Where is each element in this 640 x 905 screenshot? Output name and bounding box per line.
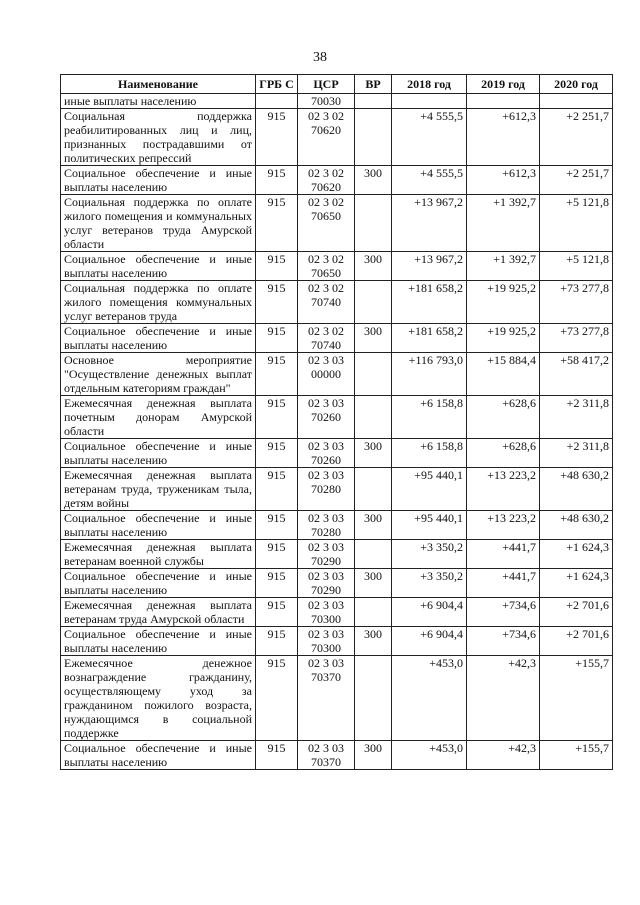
cell-name: Ежемесячное денежное вознаграждение гражданину, осуществляющему уход за гражданином пожилого возраста, нуждающимся в социальной поддержке xyxy=(61,656,256,741)
cell-y2020: +5 121,8 xyxy=(540,252,613,281)
cell-name: Социальное обеспечение и иные выплаты населению xyxy=(61,569,256,598)
cell-vr: 300 xyxy=(355,324,392,353)
cell-y2019: +19 925,2 xyxy=(467,324,540,353)
cell-vr xyxy=(355,353,392,396)
cell-name: Ежемесячная денежная выплата ветеранам труда, труженикам тыла, детям войны xyxy=(61,468,256,511)
cell-csr: 02 3 02 70650 xyxy=(298,195,355,252)
cell-name: Ежемесячная денежная выплата ветеранам труда Амурской области xyxy=(61,598,256,627)
cell-y2018: +13 967,2 xyxy=(392,252,467,281)
cell-y2019: +1 392,7 xyxy=(467,252,540,281)
cell-grbs: 915 xyxy=(256,109,298,166)
cell-vr: 300 xyxy=(355,741,392,770)
table-row xyxy=(61,94,613,109)
cell-name: Социальное обеспечение и иные выплаты населению xyxy=(61,252,256,281)
cell-grbs: 915 xyxy=(256,439,298,468)
cell-csr: 70030 xyxy=(298,94,355,109)
header-vr: ВР xyxy=(355,75,392,94)
cell-grbs: 915 xyxy=(256,324,298,353)
cell-name: Социальная поддержка реабилитированных лиц и лиц, признанных пострадавшими от политических репрессий xyxy=(61,109,256,166)
cell-y2019: +42,3 xyxy=(467,656,540,741)
table-row xyxy=(61,569,613,598)
cell-y2020: +2 251,7 xyxy=(540,109,613,166)
cell-y2019 xyxy=(467,94,540,109)
cell-y2020: +155,7 xyxy=(540,741,613,770)
cell-csr: 02 3 03 70280 xyxy=(298,468,355,511)
cell-vr: 300 xyxy=(355,166,392,195)
cell-y2018: +6 904,4 xyxy=(392,627,467,656)
cell-y2018: +3 350,2 xyxy=(392,540,467,569)
header-2019: 2019 год xyxy=(467,75,540,94)
cell-grbs: 915 xyxy=(256,741,298,770)
cell-y2019: +612,3 xyxy=(467,166,540,195)
cell-y2020: +58 417,2 xyxy=(540,353,613,396)
cell-name: Социальное обеспечение и иные выплаты населению xyxy=(61,324,256,353)
cell-name: Социальное обеспечение и иные выплаты населению xyxy=(61,439,256,468)
cell-y2019: +441,7 xyxy=(467,540,540,569)
cell-grbs: 915 xyxy=(256,252,298,281)
cell-y2018: +95 440,1 xyxy=(392,511,467,540)
cell-name: Основное мероприятие "Осуществление денежных выплат отдельным категориям граждан" xyxy=(61,353,256,396)
cell-vr xyxy=(355,468,392,511)
cell-y2018: +116 793,0 xyxy=(392,353,467,396)
cell-y2019: +19 925,2 xyxy=(467,281,540,324)
cell-grbs: 915 xyxy=(256,281,298,324)
cell-y2018 xyxy=(392,94,467,109)
table-row xyxy=(61,324,613,353)
cell-y2019: +441,7 xyxy=(467,569,540,598)
header-2020: 2020 год xyxy=(540,75,613,94)
cell-csr: 02 3 03 70260 xyxy=(298,439,355,468)
cell-y2019: +628,6 xyxy=(467,439,540,468)
cell-y2019: +13 223,2 xyxy=(467,468,540,511)
table-row xyxy=(61,741,613,770)
budget-table xyxy=(60,74,613,770)
table-row xyxy=(61,109,613,166)
cell-y2020: +48 630,2 xyxy=(540,468,613,511)
cell-grbs: 915 xyxy=(256,353,298,396)
cell-y2020: +2 701,6 xyxy=(540,627,613,656)
cell-vr xyxy=(355,396,392,439)
cell-y2018: +181 658,2 xyxy=(392,324,467,353)
cell-name: Социальная поддержка по оплате жилого помещения и коммунальных услуг ветеранов труда Амурской области xyxy=(61,195,256,252)
cell-grbs: 915 xyxy=(256,195,298,252)
cell-csr: 02 3 03 70370 xyxy=(298,656,355,741)
cell-csr: 02 3 03 70280 xyxy=(298,511,355,540)
table-row xyxy=(61,540,613,569)
cell-y2018: +4 555,5 xyxy=(392,109,467,166)
table-row xyxy=(61,396,613,439)
cell-y2020: +5 121,8 xyxy=(540,195,613,252)
cell-y2020 xyxy=(540,94,613,109)
cell-y2018: +6 904,4 xyxy=(392,598,467,627)
cell-grbs: 915 xyxy=(256,627,298,656)
cell-y2018: +13 967,2 xyxy=(392,195,467,252)
cell-y2020: +2 701,6 xyxy=(540,598,613,627)
cell-csr: 02 3 02 70740 xyxy=(298,324,355,353)
cell-y2020: +155,7 xyxy=(540,656,613,741)
cell-y2018: +3 350,2 xyxy=(392,569,467,598)
cell-vr: 300 xyxy=(355,569,392,598)
header-2018: 2018 год xyxy=(392,75,467,94)
cell-grbs: 915 xyxy=(256,396,298,439)
page-number: 38 xyxy=(313,50,327,65)
table-row xyxy=(61,252,613,281)
table-row xyxy=(61,468,613,511)
cell-vr: 300 xyxy=(355,439,392,468)
cell-csr: 02 3 02 70650 xyxy=(298,252,355,281)
table-row xyxy=(61,281,613,324)
cell-csr: 02 3 03 70290 xyxy=(298,540,355,569)
cell-csr: 02 3 03 70370 xyxy=(298,741,355,770)
cell-y2020: +48 630,2 xyxy=(540,511,613,540)
cell-grbs: 915 xyxy=(256,468,298,511)
cell-y2018: +4 555,5 xyxy=(392,166,467,195)
cell-vr xyxy=(355,540,392,569)
header-csr: ЦСР xyxy=(298,75,355,94)
cell-name: Социальная поддержка по оплате жилого помещения коммунальных услуг ветеранов труда xyxy=(61,281,256,324)
table-header-row xyxy=(61,75,613,94)
table-row xyxy=(61,656,613,741)
cell-name: Социальное обеспечение и иные выплаты населению xyxy=(61,511,256,540)
cell-y2019: +734,6 xyxy=(467,627,540,656)
cell-y2018: +453,0 xyxy=(392,741,467,770)
cell-y2020: +73 277,8 xyxy=(540,324,613,353)
cell-grbs: 915 xyxy=(256,569,298,598)
cell-y2019: +15 884,4 xyxy=(467,353,540,396)
cell-vr xyxy=(355,94,392,109)
cell-y2018: +6 158,8 xyxy=(392,439,467,468)
table-row xyxy=(61,439,613,468)
cell-y2019: +1 392,7 xyxy=(467,195,540,252)
cell-vr xyxy=(355,598,392,627)
cell-y2020: +2 311,8 xyxy=(540,396,613,439)
table-row xyxy=(61,598,613,627)
cell-csr: 02 3 02 70620 xyxy=(298,166,355,195)
cell-name: иные выплаты населению xyxy=(61,94,256,109)
cell-vr: 300 xyxy=(355,627,392,656)
cell-csr: 02 3 02 70620 xyxy=(298,109,355,166)
cell-y2020: +1 624,3 xyxy=(540,540,613,569)
cell-name: Социальное обеспечение и иные выплаты населению xyxy=(61,166,256,195)
cell-grbs: 915 xyxy=(256,166,298,195)
cell-grbs: 915 xyxy=(256,656,298,741)
cell-vr xyxy=(355,281,392,324)
cell-vr xyxy=(355,109,392,166)
cell-y2020: +73 277,8 xyxy=(540,281,613,324)
cell-vr xyxy=(355,195,392,252)
header-name: Наименование xyxy=(61,75,256,94)
table-row xyxy=(61,195,613,252)
table-row xyxy=(61,511,613,540)
cell-name: Ежемесячная денежная выплата почетным донорам Амурской области xyxy=(61,396,256,439)
cell-y2019: +612,3 xyxy=(467,109,540,166)
cell-name: Ежемесячная денежная выплата ветеранам военной службы xyxy=(61,540,256,569)
cell-y2019: +42,3 xyxy=(467,741,540,770)
table-row xyxy=(61,353,613,396)
cell-y2019: +628,6 xyxy=(467,396,540,439)
cell-csr: 02 3 03 00000 xyxy=(298,353,355,396)
cell-csr: 02 3 03 70300 xyxy=(298,598,355,627)
cell-y2018: +95 440,1 xyxy=(392,468,467,511)
table-row xyxy=(61,166,613,195)
cell-csr: 02 3 02 70740 xyxy=(298,281,355,324)
cell-name: Социальное обеспечение и иные выплаты населению xyxy=(61,741,256,770)
cell-csr: 02 3 03 70290 xyxy=(298,569,355,598)
cell-y2020: +2 251,7 xyxy=(540,166,613,195)
cell-y2020: +1 624,3 xyxy=(540,569,613,598)
cell-grbs: 915 xyxy=(256,540,298,569)
cell-y2018: +181 658,2 xyxy=(392,281,467,324)
cell-vr xyxy=(355,656,392,741)
cell-csr: 02 3 03 70300 xyxy=(298,627,355,656)
cell-grbs: 915 xyxy=(256,598,298,627)
cell-vr: 300 xyxy=(355,252,392,281)
cell-y2019: +734,6 xyxy=(467,598,540,627)
table-row xyxy=(61,627,613,656)
cell-csr: 02 3 03 70260 xyxy=(298,396,355,439)
cell-vr: 300 xyxy=(355,511,392,540)
cell-y2018: +6 158,8 xyxy=(392,396,467,439)
header-grbs: ГРБ С xyxy=(256,75,298,94)
cell-y2018: +453,0 xyxy=(392,656,467,741)
cell-y2020: +2 311,8 xyxy=(540,439,613,468)
cell-name: Социальное обеспечение и иные выплаты населению xyxy=(61,627,256,656)
cell-grbs xyxy=(256,94,298,109)
cell-grbs: 915 xyxy=(256,511,298,540)
cell-y2019: +13 223,2 xyxy=(467,511,540,540)
